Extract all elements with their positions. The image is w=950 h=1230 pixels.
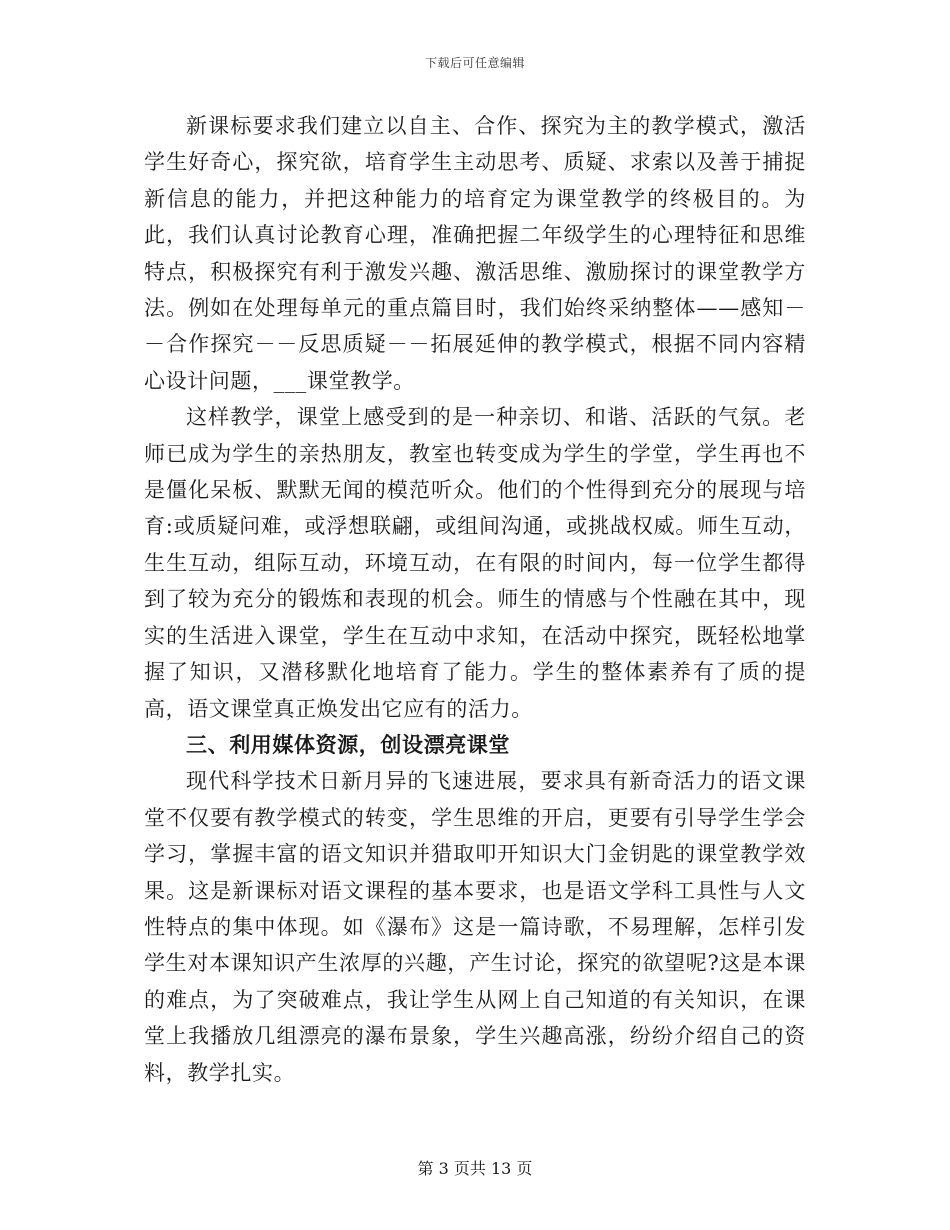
paragraph-2: 这样教学，课堂上感受到的是一种亲切、和谐、活跃的气氛。老师已成为学生的亲热朋友，教室也转变成为学生的学堂，学生再也不是僵化呆板、默默无闻的模范听众。他们的个性得到充分的展现与培育:或质疑问难，或浮想联翩，或组间沟通，或挑战权威。师生互动，生生互动，组际互动，环境互动，在有限的时间内，每一位学生都得到了较为充分的锻炼和表现的机会。师生的情感与个性融在其中，现实的生活进入课堂，学生在互动中求知，在活动中探究，既轻松地掌握了知识，又潜移默化地培育了能力。学生的整体素养有了质的提高，语文课堂真正焕发出它应有的活力。	[144, 405, 806, 721]
document-body	[144, 108, 806, 1091]
page-header: 下载后可任意编辑	[424, 56, 525, 70]
page-number: 第 3 页共 13 页	[417, 1159, 533, 1178]
paragraph-1: 新课标要求我们建立以自主、合作、探究为主的教学模式，激活学生好奇心，探究欲，培育学生主动思考、质疑、求索以及善于捕捉新信息的能力，并把这种能力的培育定为课堂教学的终极目的。为此，我们认真讨论教育心理，准确把握二年级学生的心理特征和思维特点，积极探究有利于激发兴趣、激活思维、激励探讨的课堂教学方法。例如在处理每单元的重点篇目时，我们始终采纳整体——感知－－合作探究－－反思质疑－－拓展延伸的教学模式，根据不同内容精心设计问题，___课堂教学。	[144, 114, 806, 393]
paragraph-3: 现代科学技术日新月异的飞速进展，要求具有新奇活力的语文课堂不仅要有教学模式的转变，学生思维的开启，更要有引导学生学会学习，掌握丰富的语文知识并猎取叩开知识大门金钥匙的课堂教学效果。这是新课标对语文课程的基本要求，也是语文学科工具性与人文性特点的集中体现。如《瀑布》这是一篇诗歌，不易理解，怎样引发学生对本课知识产生浓厚的兴趣，产生讨论，探究的欲望呢?这是本课的难点，为了突破难点，我让学生从网上自己知道的有关知识，在课堂上我播放几组漂亮的瀑布景象，学生兴趣高涨，纷纷介绍自己的资料，教学扎实。	[144, 769, 806, 1085]
section-heading: 三、利用媒体资源，创设漂亮课堂	[186, 732, 510, 757]
